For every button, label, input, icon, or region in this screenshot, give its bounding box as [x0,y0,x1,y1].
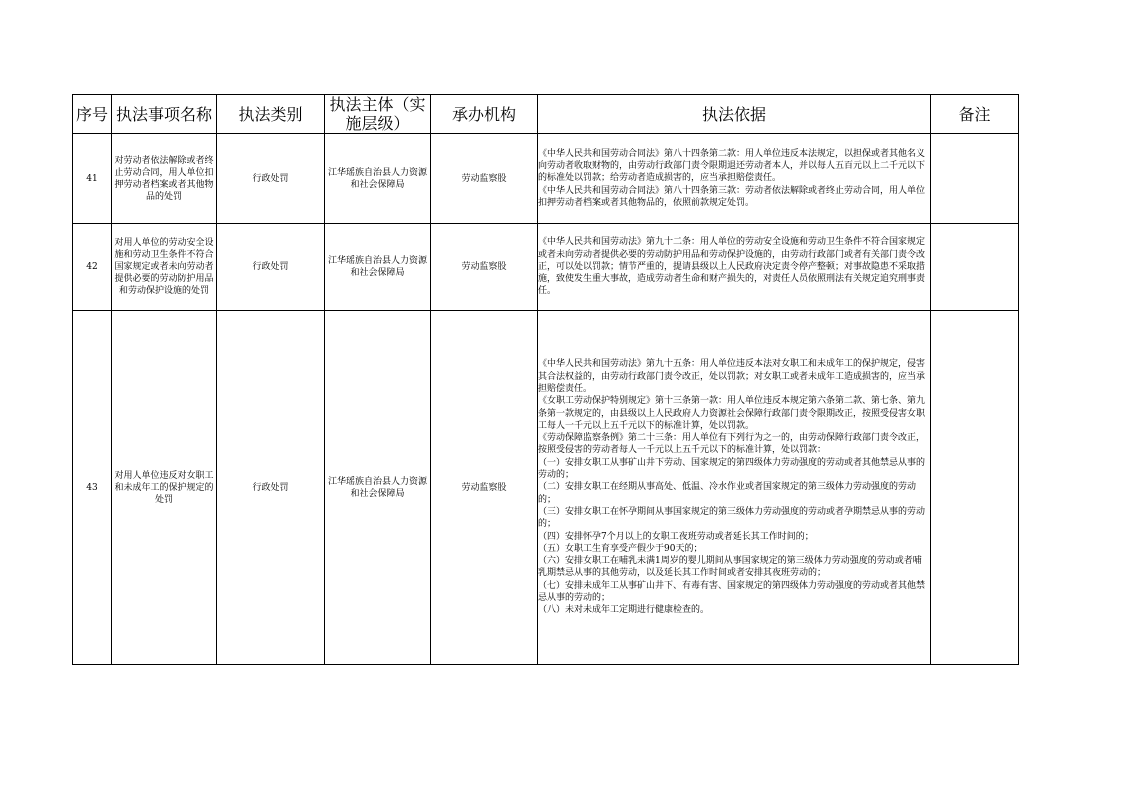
row-remark [931,134,1019,224]
table-row [73,311,1019,665]
row-seq: 41 [73,134,112,224]
basis-paragraph: （五）女职工生育享受产假少于90天的； [538,543,703,554]
basis-paragraph: 《中华人民共和国劳动法》第九十五条：用人单位违反本法对女职工和未成年工的保护规定，侵害其合法权益的，由劳动行政部门责令改正，处以罚款；对女职工或者未成年工造成损害的，应当承担赔偿责任。 [538,359,926,394]
table-row [73,134,1019,224]
header-remark: 备注 [931,95,1019,134]
row-item-name: 对劳动者依法解除或者终止劳动合同，用人单位扣押劳动者档案或者其他物品的处罚 [112,134,217,224]
basis-paragraph: 《女职工劳动保护特别规定》第十三条第一款：用人单位违反本规定第六条第二款、第七条、第九条第一款规定的，由县级以上人民政府人力资源社会保障行政部门责令限期改正，按照受侵害女职工每人一千元以上五千元以下的标准计算，处以罚款。 [538,396,926,431]
basis-paragraph: 《中华人民共和国劳动法》第九十二条：用人单位的劳动安全设施和劳动卫生条件不符合国家规定或者未向劳动者提供必要的劳动防护用品和劳动保护设施的，由劳动行政部门或者有关部门责令改正，可以处以罚款；情节严重的，提请县级以上人民政府决定责令停产整顿；对事故隐患不采取措施，致使发生重大事故，造成劳动者生命和财产损失的，对责任人员依照刑法有关规定追究刑事责任。 [538,237,926,297]
basis-paragraph: （六）安排女职工在哺乳未满1周岁的婴儿期间从事国家规定的第三级体力劳动强度的劳动或者哺乳期禁忌从事的其他劳动，以及延长其工作时间或者安排其夜班劳动的； [538,556,922,579]
header-item-name: 执法事项名称 [112,95,217,134]
row-item-name: 对用人单位违反对女职工和未成年工的保护规定的处罚 [112,311,217,665]
basis-paragraph: 《中华人民共和国劳动合同法》第八十四条第二款：用人单位违反本法规定，以担保或者其他名义向劳动者收取财物的，由劳动行政部门责令限期退还劳动者本人，并以每人五百元以上二千元以下的标准处以罚款；给劳动者造成损害的，应当承担赔偿责任。 [538,148,926,184]
row-subject: 江华瑶族自治县人力资源和社会保障局 [325,134,431,224]
basis-paragraph: （四）安排怀孕7个月以上的女职工夜班劳动或者延长其工作时间的； [538,531,814,542]
row-item-name: 对用人单位的劳动安全设施和劳动卫生条件不符合国家规定或者未向劳动者提供必要的劳动防护用品和劳动保护设施的处罚 [112,224,217,311]
header-seq: 序号 [73,95,112,134]
header-basis: 执法依据 [538,95,931,134]
header-row [73,95,1019,134]
row-category: 行政处罚 [217,224,325,311]
row-subject: 江华瑶族自治县人力资源和社会保障局 [325,224,431,311]
basis-paragraph: 《劳动保障监察条例》第二十三条：用人单位有下列行为之一的，由劳动保障行政部门责令改正，按照受侵害的劳动者每人一千元以上五千元以下的标准计算，处以罚款： [538,433,926,456]
row-basis [538,224,931,311]
row-seq: 43 [73,311,112,665]
header-agency: 承办机构 [431,95,538,134]
row-basis [538,134,931,224]
row-basis [538,311,931,665]
row-category: 行政处罚 [217,134,325,224]
row-subject: 江华瑶族自治县人力资源和社会保障局 [325,311,431,665]
row-agency: 劳动监察股 [431,224,538,311]
basis-paragraph: （二）安排女职工在经期从事高处、低温、冷水作业或者国家规定的第三级体力劳动强度的劳动的； [538,482,917,505]
header-subject: 执法主体（实施层级） [325,95,431,134]
basis-paragraph: （三）安排女职工在怀孕期间从事国家规定的第三级体力劳动强度的劳动或者孕期禁忌从事的劳动的； [538,506,926,530]
basis-paragraph: （一）安排女职工从事矿山井下劳动、国家规定的第四级体力劳动强度的劳动或者其他禁忌从事的劳动的； [538,457,926,481]
row-seq: 42 [73,224,112,311]
row-category: 行政处罚 [217,311,325,665]
row-remark [931,311,1019,665]
basis-paragraph: 《中华人民共和国劳动合同法》第八十四条第三款：劳动者依法解除或者终止劳动合同，用人单位扣押劳动者档案或者其他物品的，依照前款规定处罚。 [538,185,926,208]
row-agency: 劳动监察股 [431,311,538,665]
row-agency: 劳动监察股 [431,134,538,224]
row-remark [931,224,1019,311]
header-category: 执法类别 [217,95,325,134]
table-row [73,224,1019,311]
enforcement-table [72,94,1019,665]
basis-paragraph: （八）未对未成年工定期进行健康检查的。 [538,605,710,616]
basis-paragraph: （七）安排未成年工从事矿山井下、有毒有害、国家规定的第四级体力劳动强度的劳动或者其他禁忌从事的劳动的； [538,580,926,604]
